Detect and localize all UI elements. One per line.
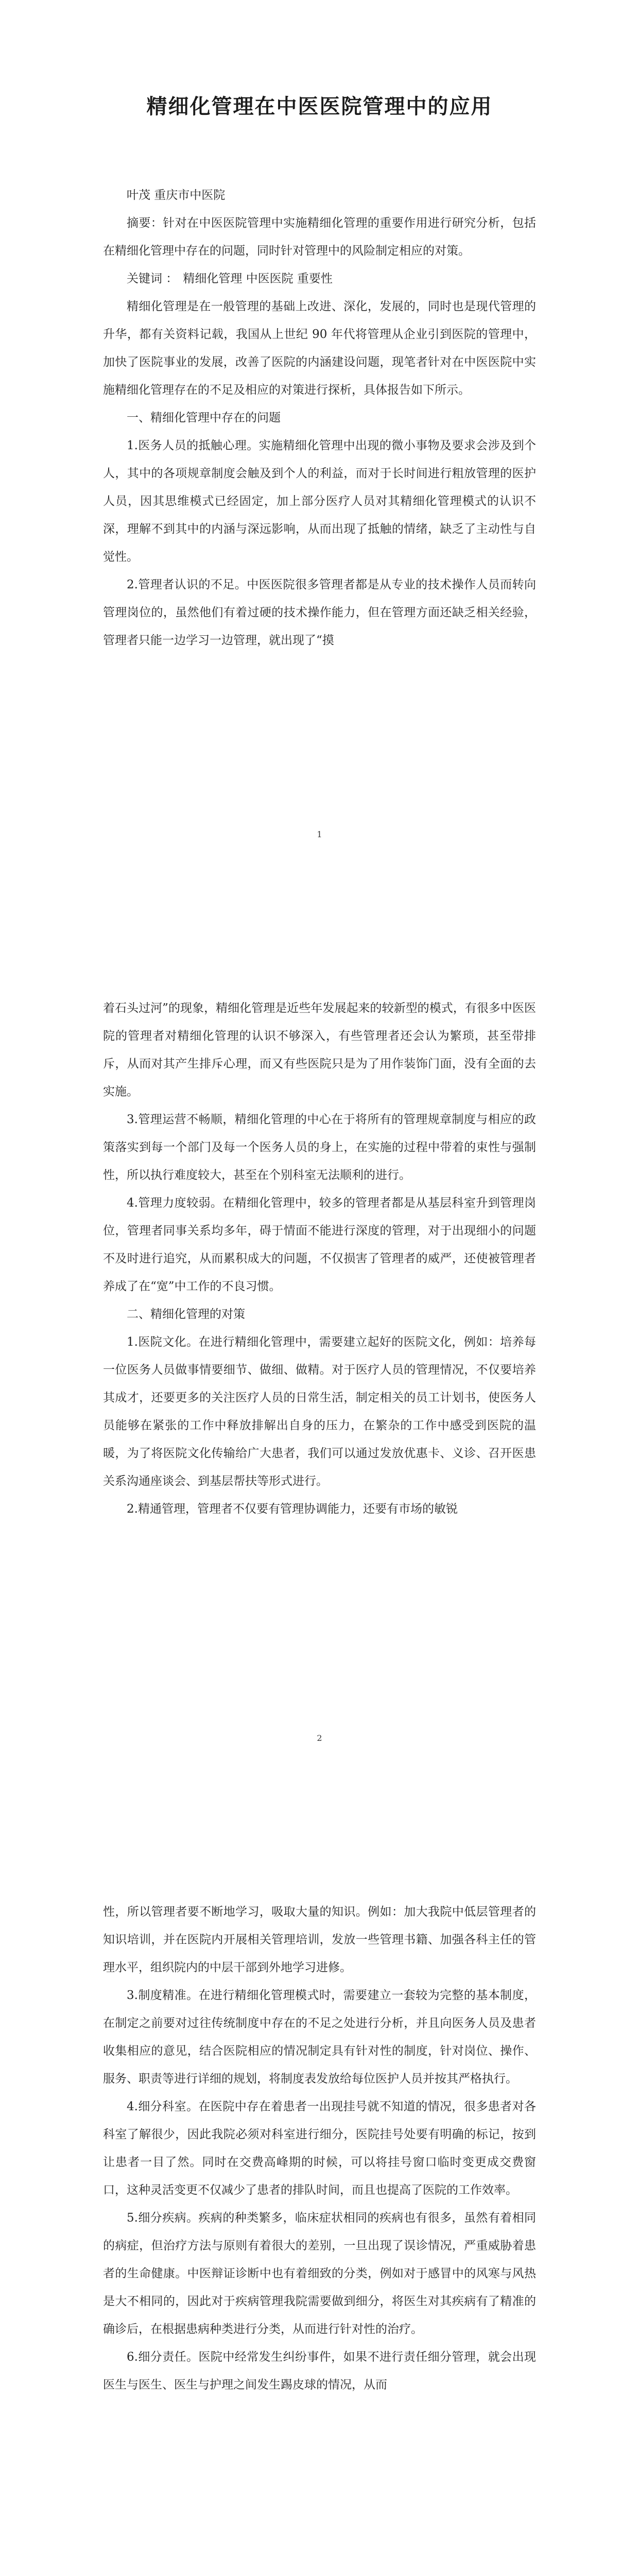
page-number: 2 bbox=[317, 1733, 322, 1743]
measure-2-paragraph: 2.精通管理，管理者不仅要有管理协调能力，还要有市场的敏锐 bbox=[127, 1502, 458, 1516]
problem-1-paragraph: 1.医务人员的抵触心理。实施精细化管理中出现的微小事物及要求会涉及到个人，其中的各项规章制度会触及到个人的利益，而对于长时间进行粗放管理的医护人员，因其思维模式已经固定，加上部分医疗人员对其精细化管理模式的认识不深，理解不到其中的内涵与深远影响，从而出现了抵触的情绪，缺乏了主动性与自觉性。 bbox=[103, 439, 536, 564]
document-title: 精细化管理在中医医院管理中的应用 bbox=[146, 94, 493, 118]
measure-1-paragraph: 1.医院文化。在进行精细化管理中，需要建立起好的医院文化，例如：培养每一位医务人员做事情要细节、做细、做精。对于医疗人员的管理情况，不仅要培养其成才，还要更多的关注医疗人员的日常生活，制定相关的员工计划书，使医务人员能够在紧张的工作中释放排解出自身的压力，在繁杂的工作中感受到医院的温暖，为了将医院文化传输给广大患者，我们可以通过发放优惠卡、义诊、召开医患关系沟通座谈会、到基层帮扶等形式进行。 bbox=[103, 1335, 536, 1488]
measure-4-paragraph: 4.细分科室。在医院中存在着患者一出现挂号就不知道的情况，很多患者对各科室了解很少，因此我院必须对科室进行细分，医院挂号处要有明确的标记，按到让患者一目了然。同时在交费高峰期的时候，可以将挂号窗口临时变更成交费窗口，这种灵活变更不仅减少了患者的排队时间，而且也提高了医院的工作效率。 bbox=[103, 2100, 536, 2197]
keywords-line bbox=[103, 265, 536, 293]
keywords: 精细化管理 中医医院 重要性 bbox=[183, 272, 333, 285]
problem-4-paragraph: 4.管理力度较弱。在精细化管理中，较多的管理者都是从基层科室升到管理岗位，管理者同事关系均多年，碍于情面不能进行深度的管理，对于出现细小的问题不及时进行追究，从而累积成大的问题，不仅损害了管理者的威严，还使被管理者养成了在“宽”中工作的不良习惯。 bbox=[103, 1196, 536, 1293]
page-2-content bbox=[103, 994, 536, 1523]
keywords-label: 关键词 ： bbox=[127, 272, 178, 285]
page-1 bbox=[0, 0, 639, 904]
page-3-content bbox=[103, 1898, 536, 2399]
page-3 bbox=[0, 1807, 639, 2576]
measure-3-paragraph: 3.制度精准。在进行精细化管理模式时，需要建立一套较为完整的基本制度，在制定之前要对过往传统制度中存在的不足之处进行分析，并且向医务人员及患者收集相应的意见，结合医院相应的情况制定具有针对性的制度，针对岗位、操作、服务、职责等进行详细的规划，将制度表发放给每位医护人员并按其严格执行。 bbox=[103, 1989, 536, 2086]
abstract: 摘要：针对在中医医院管理中实施精细化管理的重要作用进行研究分析，包括在精细化管理中存在的问题，同时针对管理中的风险制定相应的对策。 bbox=[103, 216, 536, 258]
page-number: 1 bbox=[317, 829, 322, 839]
measure-2-continued: 性，所以管理者要不断地学习，吸取大量的知识。例如：加大我院中低层管理者的知识培训，并在医院内开展相关管理培训，发放一些管理书籍、加强各科主任的管理水平，组织院内的中层干部到外地学习进修。 bbox=[103, 1905, 536, 1974]
problem-3-paragraph: 3.管理运营不畅顺，精细化管理的中心在于将所有的管理规章制度与相应的政策落实到每一个部门及每一个医务人员的身上，在实施的过程中带着的束性与强制性，所以执行难度较大，甚至在个别科室无法顺利的进行。 bbox=[103, 1113, 536, 1182]
problem-2-continued: 着石头过河”的现象，精细化管理是近些年发展起来的较新型的模式，有很多中医医院的管理者对精细化管理的认识不够深入，有些管理者还会认为繁琐，甚至带排斥，从而对其产生排斥心理，而又有些医院只是为了用作装饰门面，没有全面的去实施。 bbox=[103, 1002, 536, 1098]
page-2 bbox=[0, 904, 639, 1807]
page-1-content bbox=[103, 181, 536, 654]
measure-6-paragraph: 6.细分责任。医院中经常发生纠纷事件，如果不进行责任细分管理，就会出现医生与医生、医生与护理之间发生踢皮球的情况，从而 bbox=[103, 2350, 536, 2392]
author-line: 叶茂 重庆市中医院 bbox=[127, 189, 226, 202]
intro-paragraph: 精细化管理是在一般管理的基础上改进、深化，发展的，同时也是现代管理的升华，都有关资料记载，我国从上世纪 90 年代将管理从企业引到医院的管理中，加快了医院事业的发展，改善了医院的内涵建设问题，现笔者针对在中医医院中实施精细化管理存在的不足及相应的对策进行探析，具体报告如下所示。 bbox=[103, 300, 536, 397]
measure-5-paragraph: 5.细分疾病。疾病的种类繁多，临床症状相同的疾病也有很多，虽然有着相同的病症，但治疗方法与原则有着很大的差别，一旦出现了误诊情况，严重威胁着患者的生命健康。中医辩证诊断中也有着细致的分类，例如对于感冒中的风寒与风热是大不相同的，因此对于疾病管理我院需要做到细分，将医生对其疾病有了精准的确诊后，在根据患病种类进行分类，从而进行针对性的治疗。 bbox=[103, 2211, 536, 2336]
problem-2-paragraph: 2.管理者认识的不足。中医医院很多管理者都是从专业的技术操作人员而转向管理岗位的，虽然他们有着过硬的技术操作能力，但在管理方面还缺乏相关经验，管理者只能一边学习一边管理，就出现了“摸 bbox=[103, 578, 536, 647]
section-heading-problems: 一、精细化管理中存在的问题 bbox=[127, 411, 281, 425]
section-heading-countermeasures: 二、精细化管理的对策 bbox=[127, 1308, 245, 1321]
